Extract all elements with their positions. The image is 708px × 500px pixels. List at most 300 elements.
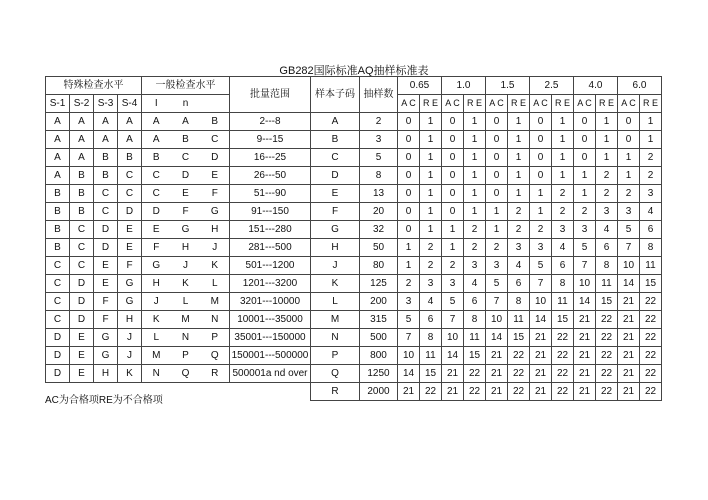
re-header: R E: [596, 95, 618, 113]
sample-size-cell: 32: [360, 221, 398, 239]
general-level-cell: P: [201, 329, 230, 347]
ac-value-cell: 0: [442, 167, 464, 185]
code-letter-cell: J: [311, 257, 360, 275]
ac-value-cell: 21: [618, 347, 640, 365]
special-level-cell: B: [118, 149, 142, 167]
re-value-cell: 15: [420, 365, 442, 383]
table-row: [46, 293, 662, 311]
ac-value-cell: 21: [618, 329, 640, 347]
general-level-cell: N: [142, 365, 171, 383]
ac-value-cell: 0: [574, 113, 596, 131]
table-row: [46, 257, 662, 275]
code-letter-cell: F: [311, 203, 360, 221]
table-row: [46, 113, 662, 131]
re-value-cell: 22: [552, 329, 574, 347]
re-value-cell: 1: [464, 167, 486, 185]
lot-range-cell: 500001a nd over: [230, 365, 311, 383]
aql-header: 0.65: [398, 77, 442, 95]
lot-range-cell: 51---90: [230, 185, 311, 203]
g-col-header: I: [142, 95, 171, 113]
ac-value-cell: 10: [618, 257, 640, 275]
ac-value-cell: 21: [530, 383, 552, 401]
re-value-cell: 22: [552, 347, 574, 365]
code-letter-cell: K: [311, 275, 360, 293]
special-level-cell: B: [46, 203, 70, 221]
general-level-cell: F: [171, 203, 201, 221]
re-value-cell: 22: [640, 365, 662, 383]
ac-value-cell: 0: [442, 203, 464, 221]
special-level-cell: B: [70, 185, 94, 203]
general-level-cell: D: [142, 203, 171, 221]
table-row: [46, 347, 662, 365]
sample-size-cell: 2000: [360, 383, 398, 401]
special-level-cell: B: [46, 239, 70, 257]
special-level-cell: A: [46, 131, 70, 149]
general-level-cell: M: [171, 311, 201, 329]
table-row: [46, 203, 662, 221]
re-value-cell: 22: [464, 365, 486, 383]
special-level-cell: D: [46, 347, 70, 365]
re-value-cell: 2: [464, 239, 486, 257]
re-value-cell: 11: [596, 275, 618, 293]
ac-value-cell: 10: [442, 329, 464, 347]
ac-value-cell: 3: [442, 275, 464, 293]
aql-header: 1.0: [442, 77, 486, 95]
general-level-cell: J: [142, 293, 171, 311]
re-value-cell: 15: [640, 275, 662, 293]
re-value-cell: 22: [640, 311, 662, 329]
re-value-cell: 1: [420, 149, 442, 167]
re-value-cell: 22: [508, 383, 530, 401]
special-level-cell: E: [94, 275, 118, 293]
special-level-cell: J: [118, 329, 142, 347]
ac-value-cell: 0: [530, 149, 552, 167]
general-level-cell: G: [142, 257, 171, 275]
special-level-cell: E: [118, 221, 142, 239]
re-value-cell: 15: [464, 347, 486, 365]
special-level-cell: A: [94, 113, 118, 131]
re-value-cell: 2: [552, 203, 574, 221]
special-level-cell: A: [118, 113, 142, 131]
code-letter-cell: D: [311, 167, 360, 185]
re-value-cell: 22: [640, 347, 662, 365]
ac-value-cell: 5: [530, 257, 552, 275]
re-value-cell: 1: [640, 131, 662, 149]
re-value-cell: 11: [420, 347, 442, 365]
re-value-cell: 8: [596, 257, 618, 275]
re-value-cell: 22: [420, 383, 442, 401]
re-value-cell: 15: [596, 293, 618, 311]
re-value-cell: 1: [508, 185, 530, 203]
re-value-cell: 4: [420, 293, 442, 311]
general-level-cell: [171, 383, 201, 401]
aql-header: 2.5: [530, 77, 574, 95]
re-value-cell: 8: [464, 311, 486, 329]
code-letter-cell: C: [311, 149, 360, 167]
re-value-cell: 1: [508, 131, 530, 149]
aql-header: 6.0: [618, 77, 662, 95]
general-level-cell: J: [201, 239, 230, 257]
s-col-header: S-2: [70, 95, 94, 113]
re-value-cell: 11: [464, 329, 486, 347]
special-level-cell: F: [94, 293, 118, 311]
ac-value-cell: 2: [486, 239, 508, 257]
ac-value-cell: 0: [398, 203, 420, 221]
code-letter-cell: E: [311, 185, 360, 203]
re-value-cell: 22: [596, 383, 618, 401]
general-level-cell: R: [201, 365, 230, 383]
code-letter-cell: P: [311, 347, 360, 365]
general-level-cell: M: [142, 347, 171, 365]
ac-value-cell: 1: [530, 185, 552, 203]
ac-value-cell: 21: [530, 365, 552, 383]
re-value-cell: 22: [508, 365, 530, 383]
special-level-cell: C: [70, 239, 94, 257]
s-col-header: S-3: [94, 95, 118, 113]
ac-value-cell: 14: [618, 275, 640, 293]
special-level-cell: A: [46, 167, 70, 185]
re-value-cell: 22: [640, 293, 662, 311]
sample-size-cell: 80: [360, 257, 398, 275]
ac-value-cell: 3: [398, 293, 420, 311]
table-row: [46, 365, 662, 383]
table-row: [46, 311, 662, 329]
re-value-cell: 6: [552, 257, 574, 275]
re-value-cell: 15: [552, 311, 574, 329]
general-level-cell: C: [142, 167, 171, 185]
ac-value-cell: 21: [574, 311, 596, 329]
lot-range-cell: 3201---10000: [230, 293, 311, 311]
general-level-cell: P: [171, 347, 201, 365]
re-value-cell: 22: [552, 365, 574, 383]
ac-value-cell: 3: [530, 239, 552, 257]
ac-value-cell: 1: [574, 185, 596, 203]
ac-value-cell: 1: [530, 203, 552, 221]
ac-header: A C: [486, 95, 508, 113]
lot-range-cell: 150001---500000: [230, 347, 311, 365]
re-value-cell: 8: [640, 239, 662, 257]
lot-range-cell: 151---280: [230, 221, 311, 239]
sample-size-cell: 800: [360, 347, 398, 365]
general-level-cell: K: [171, 275, 201, 293]
ac-value-cell: 0: [442, 185, 464, 203]
sample-size-header: 抽样数: [360, 77, 398, 113]
re-value-cell: 1: [420, 131, 442, 149]
general-level-cell: H: [201, 221, 230, 239]
g-col-header: [201, 95, 230, 113]
ac-value-cell: 0: [442, 131, 464, 149]
re-header: R E: [508, 95, 530, 113]
aql-header: 4.0: [574, 77, 618, 95]
general-level-cell: N: [171, 329, 201, 347]
re-value-cell: 11: [640, 257, 662, 275]
general-level-cell: A: [142, 131, 171, 149]
ac-value-cell: 1: [574, 167, 596, 185]
general-level-cell: G: [171, 221, 201, 239]
ac-value-cell: 21: [530, 347, 552, 365]
general-level-cell: D: [201, 149, 230, 167]
special-level-cell: A: [94, 131, 118, 149]
ac-value-cell: 0: [442, 113, 464, 131]
sample-size-cell: 5: [360, 149, 398, 167]
special-level-cell: G: [118, 275, 142, 293]
special-level-cell: A: [70, 149, 94, 167]
special-level-cell: D: [46, 365, 70, 383]
re-header: R E: [420, 95, 442, 113]
ac-value-cell: 3: [486, 257, 508, 275]
re-value-cell: 3: [464, 257, 486, 275]
table-body: [46, 113, 662, 401]
re-value-cell: 22: [596, 329, 618, 347]
ac-value-cell: 21: [530, 329, 552, 347]
special-level-cell: G: [118, 293, 142, 311]
special-level-cell: H: [94, 365, 118, 383]
sample-size-cell: 50: [360, 239, 398, 257]
special-level-cell: A: [46, 149, 70, 167]
re-value-cell: 22: [596, 365, 618, 383]
lot-range-cell: 10001---35000: [230, 311, 311, 329]
re-value-cell: 22: [552, 383, 574, 401]
ac-value-cell: 21: [486, 347, 508, 365]
general-level-cell: M: [201, 293, 230, 311]
ac-value-cell: 5: [574, 239, 596, 257]
ac-header: A C: [442, 95, 464, 113]
ac-value-cell: 7: [398, 329, 420, 347]
ac-value-cell: 7: [442, 311, 464, 329]
footnote: AC为合格项RE为不合格项: [45, 395, 163, 406]
ac-value-cell: 2: [618, 185, 640, 203]
ac-value-cell: 0: [398, 149, 420, 167]
special-level-cell: B: [46, 185, 70, 203]
special-level-cell: A: [70, 113, 94, 131]
re-value-cell: 3: [640, 185, 662, 203]
special-level-cell: C: [46, 257, 70, 275]
re-value-cell: 1: [508, 149, 530, 167]
ac-value-cell: 21: [574, 329, 596, 347]
sample-size-cell: 3: [360, 131, 398, 149]
special-level-cell: G: [94, 329, 118, 347]
re-header: R E: [552, 95, 574, 113]
ac-value-cell: 14: [530, 311, 552, 329]
re-value-cell: 3: [596, 203, 618, 221]
ac-value-cell: 21: [574, 383, 596, 401]
re-value-cell: 6: [464, 293, 486, 311]
re-value-cell: 1: [552, 131, 574, 149]
general-level-cell: L: [171, 293, 201, 311]
re-value-cell: 6: [640, 221, 662, 239]
ac-value-cell: 7: [530, 275, 552, 293]
special-level-cell: D: [70, 293, 94, 311]
general-level-cell: F: [201, 185, 230, 203]
special-level-cell: C: [46, 275, 70, 293]
general-level-cell: K: [142, 311, 171, 329]
re-value-cell: 6: [420, 311, 442, 329]
ac-value-cell: 0: [486, 167, 508, 185]
re-value-cell: 1: [420, 167, 442, 185]
ac-value-cell: 5: [486, 275, 508, 293]
re-value-cell: 22: [640, 383, 662, 401]
special-level-cell: B: [94, 149, 118, 167]
ac-value-cell: 10: [574, 275, 596, 293]
ac-value-cell: 7: [618, 239, 640, 257]
general-levels-header: 一般检查水平: [142, 77, 230, 95]
lot-range-header: 批量范围: [230, 77, 311, 113]
re-value-cell: 1: [508, 167, 530, 185]
general-level-cell: L: [201, 275, 230, 293]
re-value-cell: 2: [420, 257, 442, 275]
re-value-cell: 4: [464, 275, 486, 293]
re-value-cell: 2: [596, 185, 618, 203]
table-row: [46, 221, 662, 239]
ac-value-cell: 10: [398, 347, 420, 365]
re-value-cell: 1: [464, 149, 486, 167]
sample-size-cell: 200: [360, 293, 398, 311]
ac-value-cell: 1: [398, 257, 420, 275]
ac-value-cell: 3: [618, 203, 640, 221]
ac-value-cell: 2: [442, 257, 464, 275]
general-level-cell: K: [201, 257, 230, 275]
general-level-cell: A: [142, 113, 171, 131]
special-level-cell: C: [46, 293, 70, 311]
ac-value-cell: 0: [574, 131, 596, 149]
re-value-cell: 1: [640, 113, 662, 131]
re-value-cell: 22: [596, 311, 618, 329]
re-value-cell: 6: [508, 275, 530, 293]
code-letter-cell: Q: [311, 365, 360, 383]
general-level-cell: J: [171, 257, 201, 275]
special-level-cell: B: [94, 167, 118, 185]
general-level-cell: L: [142, 329, 171, 347]
aql-header: 1.5: [486, 77, 530, 95]
general-level-cell: E: [142, 221, 171, 239]
ac-value-cell: 0: [574, 149, 596, 167]
sample-size-cell: 2: [360, 113, 398, 131]
re-header: R E: [464, 95, 486, 113]
re-header: R E: [640, 95, 662, 113]
lot-range-cell: 9---15: [230, 131, 311, 149]
ac-value-cell: 0: [486, 113, 508, 131]
table-row: [46, 149, 662, 167]
special-level-cell: J: [118, 347, 142, 365]
general-level-cell: B: [142, 149, 171, 167]
ac-value-cell: 10: [486, 311, 508, 329]
general-level-cell: E: [201, 167, 230, 185]
special-level-cell: H: [118, 311, 142, 329]
special-level-cell: B: [70, 203, 94, 221]
ac-value-cell: 21: [618, 365, 640, 383]
ac-value-cell: 21: [442, 365, 464, 383]
re-value-cell: 1: [420, 185, 442, 203]
general-level-cell: B: [201, 113, 230, 131]
re-value-cell: 1: [464, 203, 486, 221]
table-row: [46, 185, 662, 203]
lot-range-cell: 281---500: [230, 239, 311, 257]
ac-value-cell: 2: [530, 221, 552, 239]
special-level-cell: D: [70, 311, 94, 329]
code-letter-header: 样本子码: [311, 77, 360, 113]
re-value-cell: 1: [420, 221, 442, 239]
code-letter-cell: M: [311, 311, 360, 329]
ac-value-cell: 1: [442, 239, 464, 257]
re-value-cell: 22: [596, 347, 618, 365]
re-value-cell: 1: [552, 149, 574, 167]
s-col-header: S-4: [118, 95, 142, 113]
ac-value-cell: 0: [398, 113, 420, 131]
general-level-cell: E: [171, 185, 201, 203]
general-level-cell: Q: [201, 347, 230, 365]
ac-value-cell: 0: [530, 131, 552, 149]
re-value-cell: 3: [420, 275, 442, 293]
special-level-cell: G: [94, 347, 118, 365]
ac-value-cell: 10: [530, 293, 552, 311]
table-row: [46, 329, 662, 347]
lot-range-cell: 35001---150000: [230, 329, 311, 347]
lot-range-cell: 26---50: [230, 167, 311, 185]
table-row: [46, 239, 662, 257]
re-value-cell: 8: [508, 293, 530, 311]
general-level-cell: A: [171, 113, 201, 131]
general-level-cell: B: [171, 131, 201, 149]
re-value-cell: 2: [420, 239, 442, 257]
re-value-cell: 1: [552, 167, 574, 185]
lot-range-cell: [230, 383, 311, 401]
general-level-cell: D: [171, 167, 201, 185]
special-levels-header: 特殊检查水平: [46, 77, 142, 95]
aql-sampling-table: [45, 76, 662, 401]
ac-value-cell: 14: [398, 365, 420, 383]
re-value-cell: 2: [508, 221, 530, 239]
general-level-cell: H: [171, 239, 201, 257]
general-level-cell: H: [142, 275, 171, 293]
lot-range-cell: 501---1200: [230, 257, 311, 275]
ac-value-cell: 0: [486, 185, 508, 203]
re-value-cell: 1: [464, 185, 486, 203]
ac-value-cell: 21: [618, 383, 640, 401]
lot-range-cell: 91---150: [230, 203, 311, 221]
special-level-cell: C: [118, 185, 142, 203]
re-value-cell: 1: [464, 131, 486, 149]
re-value-cell: 6: [596, 239, 618, 257]
ac-value-cell: 21: [574, 347, 596, 365]
table-row: [46, 167, 662, 185]
re-value-cell: 1: [420, 113, 442, 131]
ac-value-cell: 0: [398, 167, 420, 185]
re-value-cell: 1: [596, 113, 618, 131]
special-level-cell: D: [94, 239, 118, 257]
ac-value-cell: 2: [398, 275, 420, 293]
sample-size-cell: 125: [360, 275, 398, 293]
ac-value-cell: 21: [398, 383, 420, 401]
ac-value-cell: 21: [618, 311, 640, 329]
ac-value-cell: 0: [618, 131, 640, 149]
re-value-cell: 2: [552, 185, 574, 203]
ac-value-cell: 21: [486, 365, 508, 383]
special-level-cell: E: [70, 347, 94, 365]
general-level-cell: [201, 383, 230, 401]
ac-value-cell: 1: [618, 167, 640, 185]
special-level-cell: E: [94, 257, 118, 275]
re-value-cell: 1: [464, 113, 486, 131]
ac-value-cell: 1: [398, 239, 420, 257]
ac-value-cell: 21: [574, 365, 596, 383]
code-letter-cell: H: [311, 239, 360, 257]
special-level-cell: C: [46, 311, 70, 329]
special-level-cell: K: [118, 365, 142, 383]
code-letter-cell: A: [311, 113, 360, 131]
re-value-cell: 2: [596, 167, 618, 185]
re-value-cell: 8: [420, 329, 442, 347]
special-level-cell: F: [118, 257, 142, 275]
